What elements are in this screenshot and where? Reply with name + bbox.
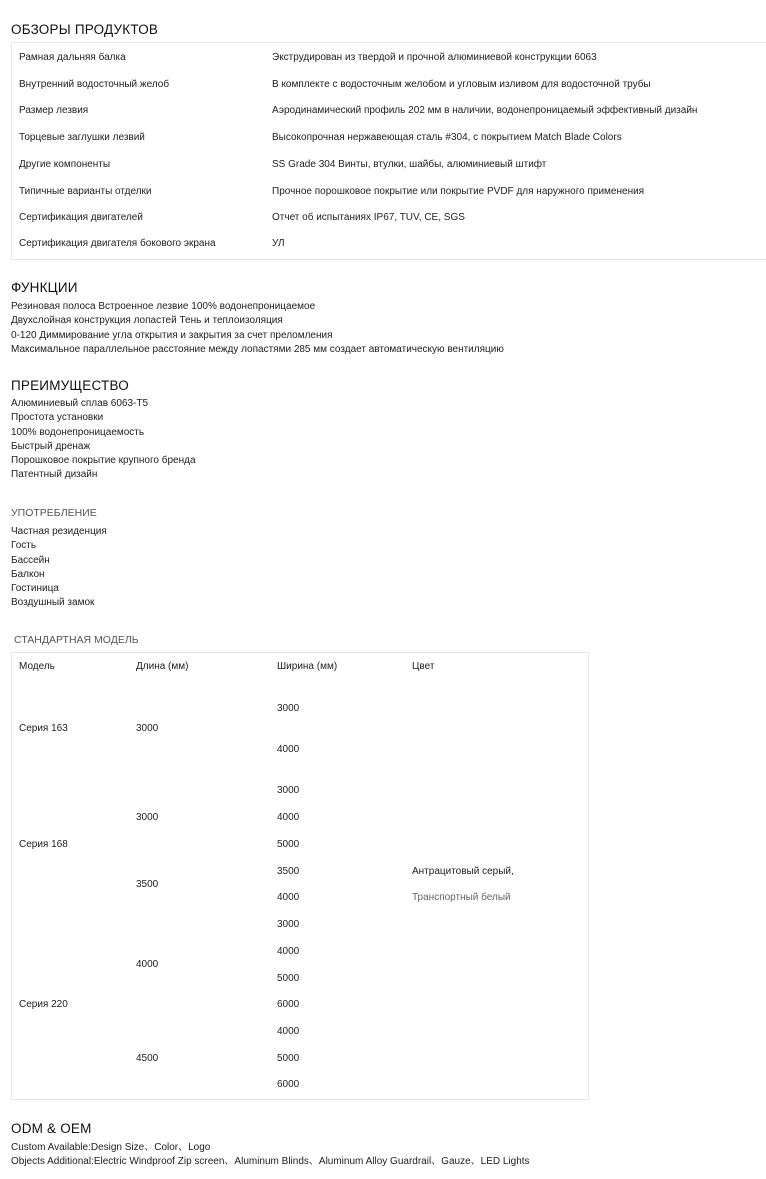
series-cell: Серия 168 (19, 839, 68, 850)
usage-title: УПОТРЕБЛЕНИЕ (11, 507, 97, 519)
list-item: Патентный дизайн (11, 469, 98, 481)
list-item: Частная резиденция (11, 526, 107, 537)
width-cell: 3500 (277, 866, 300, 877)
width-cell: 6000 (277, 999, 300, 1010)
list-item: Резиновая полоса Встроенное лезвие 100% водонепроницаемое (11, 301, 316, 312)
length-cell: 3000 (136, 812, 159, 823)
usage-list (11, 525, 107, 611)
width-cell: 3000 (277, 919, 300, 930)
length-cell: 3000 (136, 723, 159, 734)
list-item: Балкон (11, 568, 45, 580)
overview-value: Аэродинамический профиль 202 мм в наличии, водонепроницаемый эффективный дизайн (272, 105, 698, 116)
overview-value: Прочное порошковое покрытие или покрытие PVDF для наружного применения (272, 186, 645, 197)
overview-title: ОБЗОРЫ ПРОДУКТОВ (11, 22, 159, 37)
width-cell: 6000 (277, 1079, 300, 1090)
overview-label: Типичные варианты отделки (19, 186, 152, 197)
width-cell: 5000 (277, 839, 300, 850)
width-cell: 4000 (277, 744, 300, 755)
features-list (11, 300, 504, 357)
width-cell: 3000 (277, 785, 300, 796)
list-item: Гостиница (11, 583, 59, 595)
odm-list (11, 1141, 530, 1170)
list-item: Бассейн (11, 554, 50, 566)
list-item: Гость (11, 540, 37, 552)
models-table (11, 652, 589, 1100)
overview-value: Отчет об испытаниях IP67, TUV, CE, SGS (272, 212, 465, 223)
list-item: Objects Additional:Electric Windproof Zip screen、Aluminum Blinds、Aluminum Alloy Guardrail、Gauze、LED Lights (11, 1156, 530, 1168)
list-item: Двухслойная конструкция лопастей Тень и теплоизоляция (11, 315, 283, 327)
list-item: Простота установки (11, 412, 104, 424)
list-item: Максимальное параллельное расстояние между лопастями 285 мм создает автоматическую вентиляцию (11, 343, 504, 355)
length-cell: 4500 (136, 1053, 159, 1064)
advantages-title: ПРЕИМУЩЕСТВО (11, 378, 129, 393)
models-title: СТАНДАРТНАЯ МОДЕЛЬ (14, 634, 139, 646)
length-cell: 3500 (136, 879, 159, 890)
overview-table (11, 42, 766, 260)
series-cell: Серия 220 (19, 999, 68, 1010)
features-title: ФУНКЦИИ (11, 280, 78, 295)
overview-label: Рамная дальняя балка (19, 52, 126, 63)
list-item: 100% водонепроницаемость (11, 426, 145, 438)
overview-value: В комплекте с водосточным желобом и угловым изливом для водосточной трубы (272, 79, 651, 90)
width-cell: 3000 (277, 703, 300, 714)
column-header-length: Длина (мм) (136, 661, 189, 672)
overview-value: Экструдирован из твердой и прочной алюминиевой конструкции 6063 (272, 52, 597, 63)
width-cell: 4000 (277, 1026, 300, 1037)
length-cell: 4000 (136, 959, 159, 970)
list-item: Custom Available:Design Size、Color、Logo (11, 1142, 211, 1153)
width-cell: 4000 (277, 892, 300, 903)
column-header-width: Ширина (мм) (277, 661, 338, 672)
width-cell: 5000 (277, 973, 300, 984)
overview-value: УЛ (272, 238, 285, 249)
odm-title: ODM & OEM (11, 1121, 92, 1136)
list-item: 0-120 Диммирование угла открытия и закрытия за счет преломления (11, 329, 333, 341)
width-cell: 4000 (277, 812, 300, 823)
column-header-color: Цвет (412, 661, 435, 672)
width-cell: 5000 (277, 1053, 300, 1064)
width-cell: 4000 (277, 946, 300, 957)
overview-label: Торцевые заглушки лезвий (19, 132, 145, 143)
color-cell: Транспортный белый (412, 892, 511, 903)
overview-label: Внутренний водосточный желоб (19, 79, 170, 90)
overview-value: SS Grade 304 Винты, втулки, шайбы, алюминиевый штифт (272, 159, 547, 170)
list-item: Воздушный замок (11, 597, 95, 609)
overview-value: Высокопрочная нержавеющая сталь #304, с покрытием Match Blade Colors (272, 132, 622, 143)
list-item: Порошковое покрытие крупного бренда (11, 455, 196, 467)
advantages-list (11, 397, 196, 483)
overview-label: Сертификация двигателей (19, 212, 143, 223)
overview-label: Размер лезвия (19, 105, 89, 116)
series-cell: Серия 163 (19, 723, 68, 734)
list-item: Быстрый дренаж (11, 440, 91, 452)
overview-label: Сертификация двигателя бокового экрана (19, 238, 216, 249)
color-cell: Антрацитовый серый, (412, 866, 514, 877)
column-header-model: Модель (19, 661, 55, 672)
overview-label: Другие компоненты (19, 159, 111, 170)
list-item: Алюминиевый сплав 6063-T5 (11, 398, 149, 409)
